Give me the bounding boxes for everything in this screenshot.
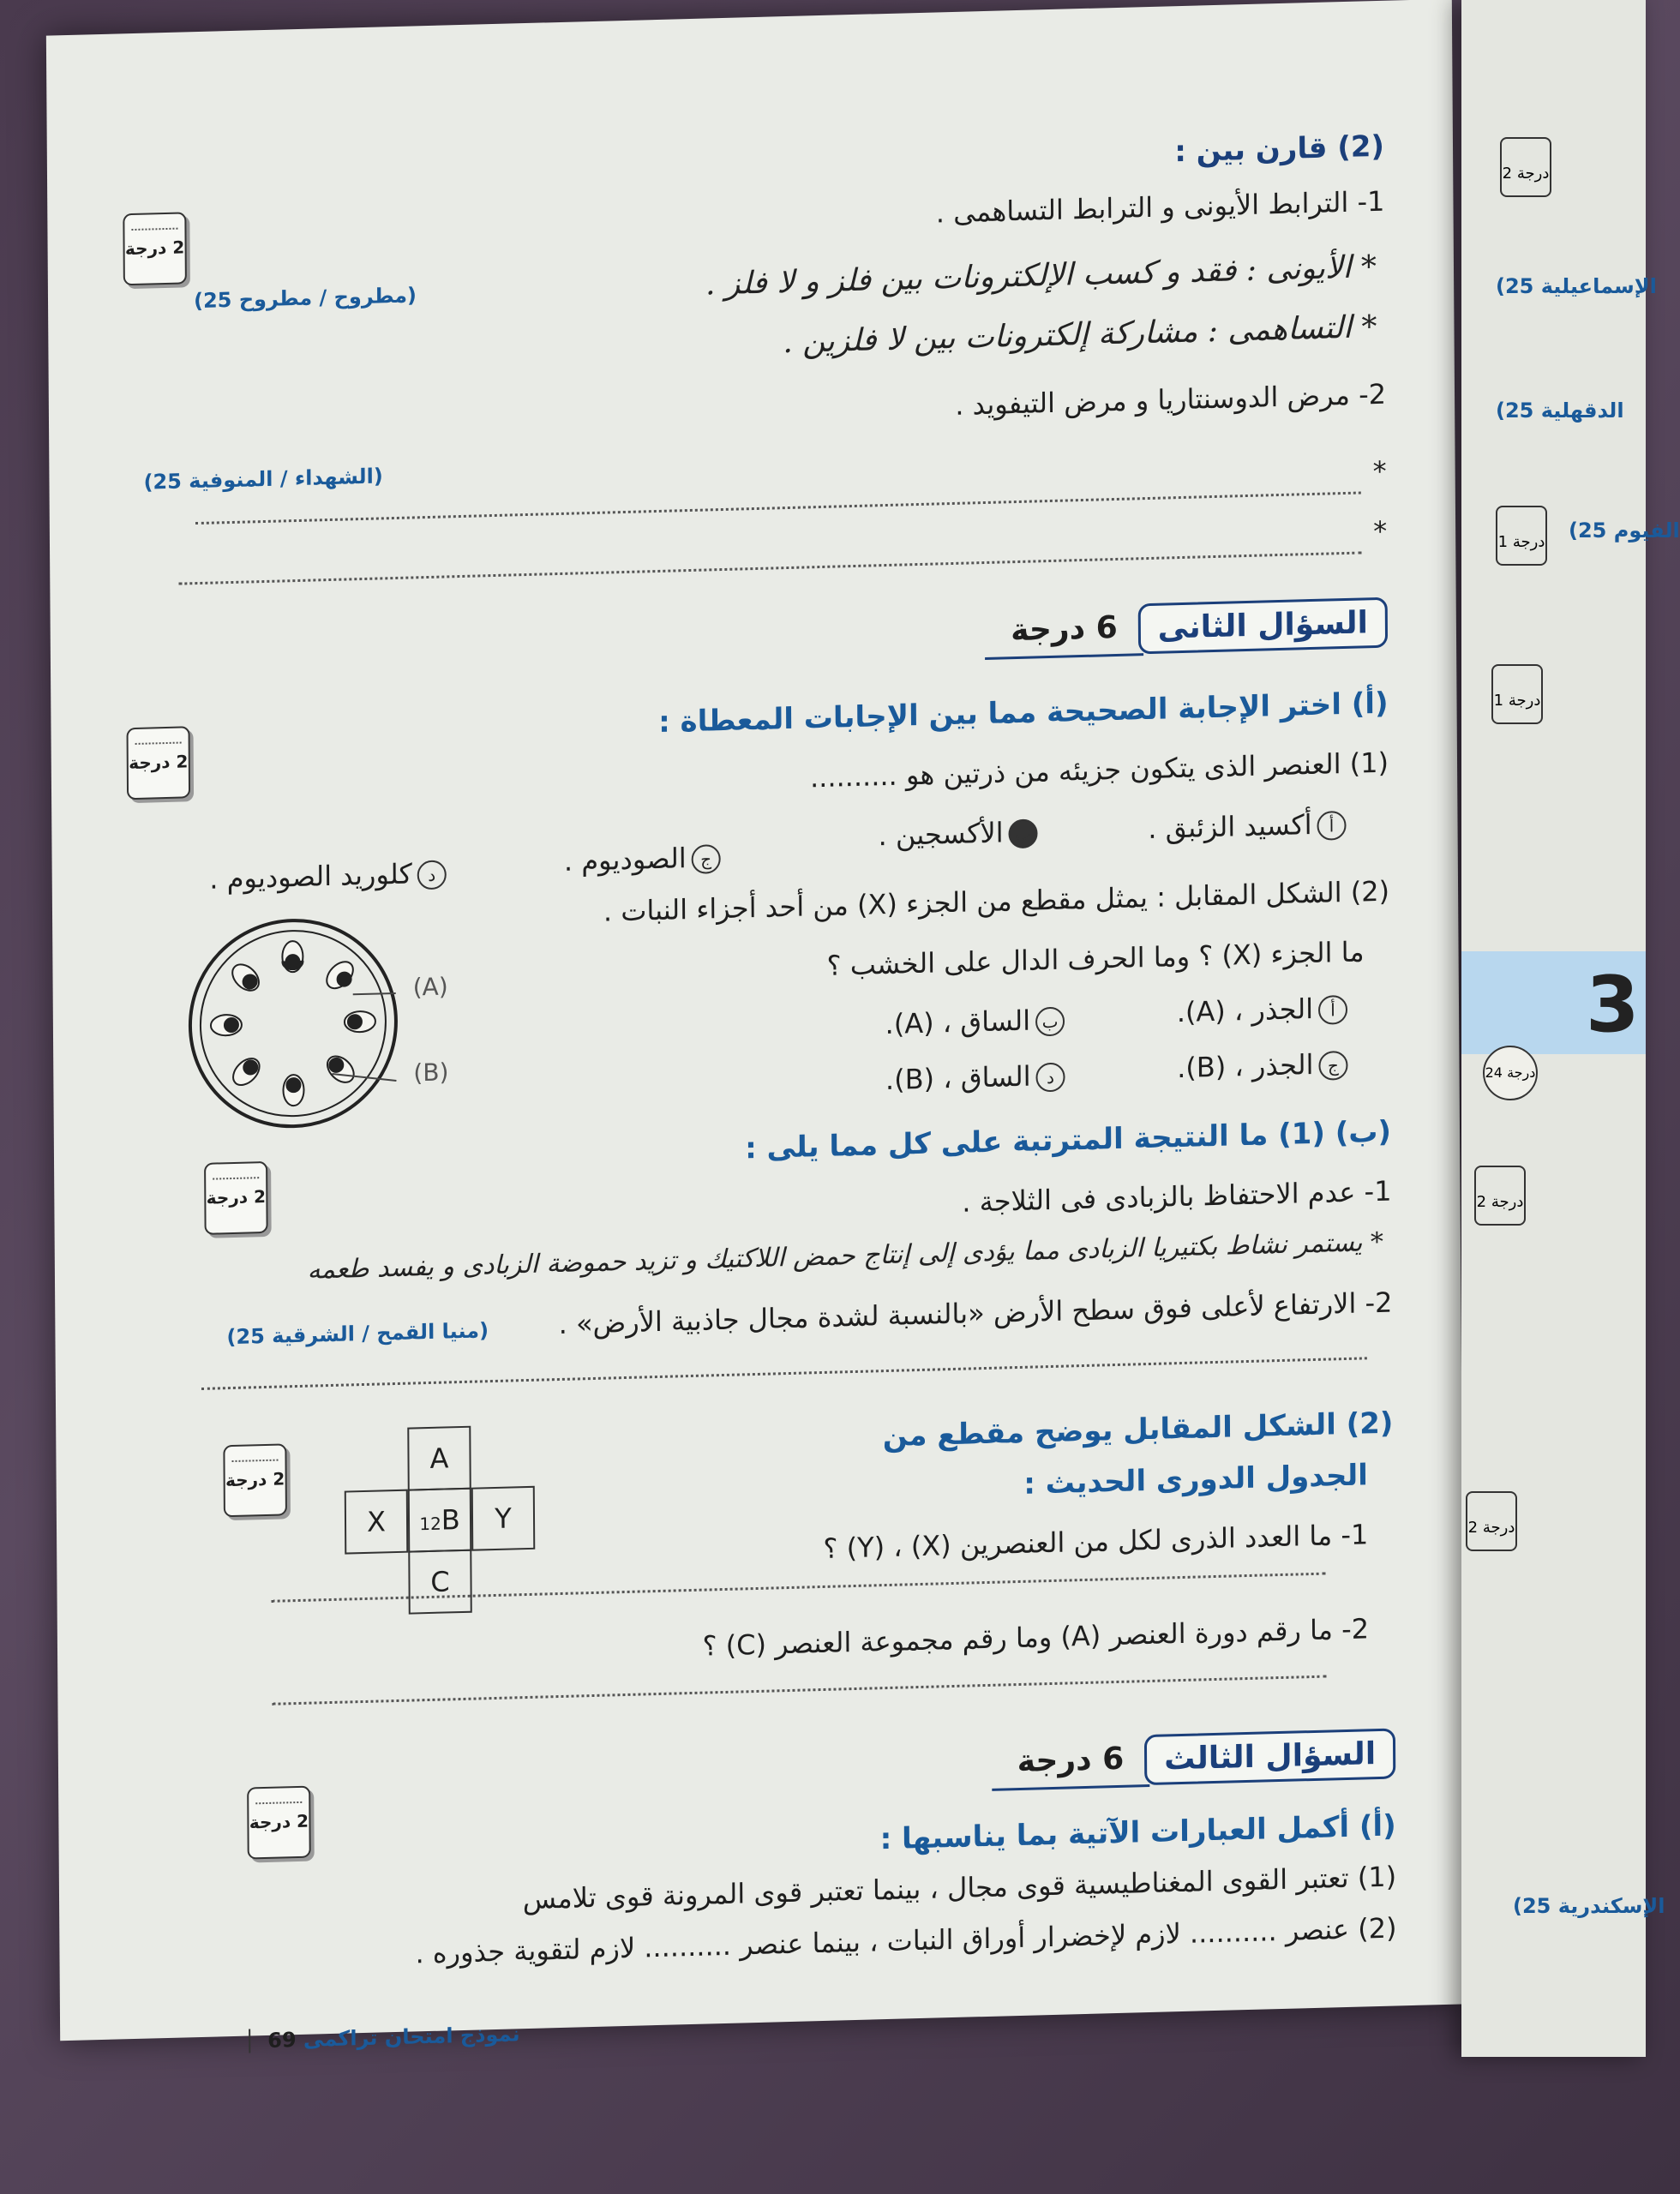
handwritten-answer: * الأيونى : فقد و كسب الإلكترونات بين فلز و لا فلز . xyxy=(705,249,1377,303)
source-label: (الإسكندرية 25 xyxy=(1513,1894,1665,1918)
grade-box: 2 درجة xyxy=(1474,1166,1526,1226)
q3-partA-heading: (أ) أكمل العبارات الآتية بما يناسبها : xyxy=(879,1808,1396,1857)
adjacent-page xyxy=(1461,0,1680,2057)
option-b: بالأكسجين . xyxy=(878,815,1037,852)
cell-c: C xyxy=(408,1550,472,1615)
grade-box: 2 درجة xyxy=(127,726,191,800)
option-c: جالصوديوم . xyxy=(564,841,721,878)
handwritten-answer: * يستمر نشاط بكتيريا الزبادى مما يؤدى إلى إنتاج حمض اللاكتيك و تزيد حموضة الزبادى و يفسد طعمه xyxy=(307,1226,1384,1286)
cell-b: 12B xyxy=(408,1488,472,1553)
result-item-1: 1- عدم الاحتفاظ بالزبادى فى الثلاجة . xyxy=(962,1174,1392,1219)
result-item-2: 2- الارتفاع لأعلى فوق سطح الأرض «بالنسبة لشدة مجال جاذبية الأرض» . xyxy=(558,1286,1393,1341)
partB-heading: (ب) (1) ما النتيجة المترتبة على كل مما يلى : xyxy=(744,1114,1392,1166)
option-a: أأكسيد الزئبق . xyxy=(1148,807,1346,845)
diagram-label-b: (B) xyxy=(413,1058,449,1088)
option-letter-icon: ج xyxy=(692,844,721,874)
cell-a: A xyxy=(407,1426,471,1491)
page-footer xyxy=(231,2022,520,2053)
cell-x: X xyxy=(345,1490,409,1555)
handwritten-answer: * التساهمى : مشاركة إلكترونات بين لا فلزين . xyxy=(783,309,1377,361)
source-label: (الإسماعيلية 25 xyxy=(1496,274,1657,298)
source-label: (الشهداء / المنوفية 25) xyxy=(143,464,383,495)
exam-page xyxy=(46,0,1466,2053)
diagram-label-a: (A) xyxy=(412,972,448,1002)
option-letter-icon: د xyxy=(417,860,447,890)
question2-header xyxy=(985,592,1388,662)
answer-line xyxy=(178,549,1361,584)
option-b: بالساق ، (A). xyxy=(885,1004,1065,1040)
mcq-1: (1) العنصر الذى يتكون جزيئه من ذرتين هو .......... xyxy=(809,746,1389,794)
question-degrees: 6 درجة xyxy=(985,602,1143,660)
question-title: السؤال الثالث xyxy=(1144,1728,1395,1785)
stem-cross-section-diagram xyxy=(181,909,405,1138)
source-label: (منيا القمح / الشرقية 25) xyxy=(226,1318,489,1350)
option-letter-icon: أ xyxy=(1317,811,1346,841)
periodic-heading-1: (2) الشكل المقابل يوضح مقطع من xyxy=(882,1406,1394,1454)
mcq-2-line2: ما الجزء (X) ؟ وما الحرف الدال على الخشب ؟ xyxy=(826,935,1365,982)
option-d: دالساق ، (B). xyxy=(885,1059,1065,1096)
cell-y: Y xyxy=(471,1486,536,1551)
answer-line xyxy=(195,490,1361,525)
complete-2: (2) عنصر .......... لازم لإخضرار أوراق النبات ، بينما عنصر .......... لازم لتقوية جذوره . xyxy=(415,1911,1397,1970)
question3-header xyxy=(991,1723,1395,1793)
question-title: السؤال الثانى xyxy=(1137,596,1388,654)
option-d: دكلوريد الصوديوم . xyxy=(209,856,447,895)
bullet: * xyxy=(1373,514,1388,548)
periodic-q2: 2- ما رقم دورة العنصر (A) وما رقم مجموعة العنصر (C) ؟ xyxy=(702,1612,1370,1663)
option-c: جالجذر ، (B). xyxy=(1177,1047,1348,1084)
periodic-q1: 1- ما العدد الذرى لكل من العنصرين (X) ، (Y) ؟ xyxy=(823,1518,1369,1565)
question-number: 3 xyxy=(1586,960,1640,1050)
source-label: (الفيوم 25 xyxy=(1569,519,1680,543)
compare-item-2: 2- مرض الدوسنتاريا و مرض التيفويد . xyxy=(955,377,1387,422)
grade-box: 2 درجة xyxy=(1466,1491,1517,1551)
grade-box: 2 درجة xyxy=(1500,137,1551,197)
option-letter-icon: ب xyxy=(1008,818,1037,848)
answer-line xyxy=(272,1674,1326,1705)
footer-label: نموذج امتحان تراكمى xyxy=(303,2022,520,2052)
grade-box: 2 درجة xyxy=(204,1161,268,1235)
source-label: (مطروح / مطروح 25) xyxy=(193,283,417,314)
grade-box: 2 درجة xyxy=(247,1786,311,1860)
page-number: 69 xyxy=(267,2028,297,2053)
grade-badge: 24 درجة xyxy=(1483,1046,1538,1100)
answer-line xyxy=(201,1355,1367,1390)
grade-box: 1 درجة xyxy=(1496,506,1547,566)
section2-heading: (2) قارن بين : xyxy=(1174,129,1385,170)
periodic-heading-2: الجدول الدورى الحديث : xyxy=(1023,1458,1368,1502)
partA-heading: (أ) اختر الإجابة الصحيحة مما بين الإجابات المعطاة : xyxy=(657,686,1389,740)
question-degrees: 6 درجة xyxy=(991,1733,1149,1791)
option-a: أالجذر ، (A). xyxy=(1177,992,1348,1028)
grade-box: 2 درجة xyxy=(123,212,187,285)
mcq-2-line1: (2) الشكل المقابل : يمثل مقطع من الجزء (X) من أحد أجزاء النبات . xyxy=(603,874,1390,928)
complete-1: (1) تعتبر القوى المغناطيسية قوى مجال ، بينما تعتبر قوى المرونة قوى تلامس xyxy=(522,1860,1397,1916)
bullet: * xyxy=(1372,454,1387,489)
grade-box: 1 درجة xyxy=(1491,664,1543,724)
source-label: (الدقهلية 25 xyxy=(1496,399,1624,423)
compare-item-1: 1- الترابط الأيونى و الترابط التساهمى . xyxy=(935,184,1385,230)
grade-box: 2 درجة xyxy=(223,1443,287,1517)
